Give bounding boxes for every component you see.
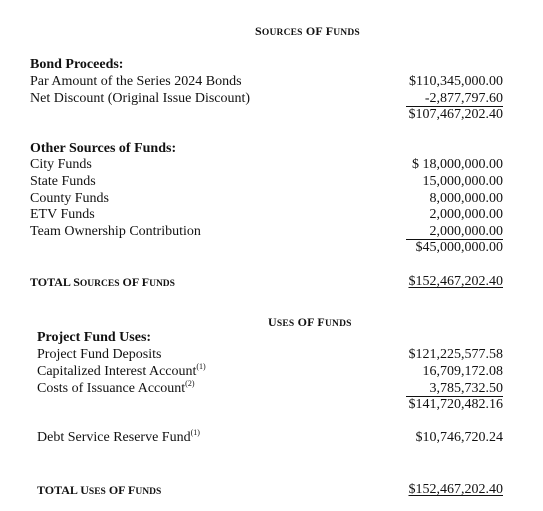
project-uses-row-label: Costs of Issuance Account$^{(2)}$ xyxy=(37,379,195,396)
project-uses-subtotal: $141,720,482.16 xyxy=(408,397,503,412)
reserve-fund-label: Debt Service Reserve Fund$^{(1)}$ xyxy=(37,428,200,445)
project-uses-row-label: Project Fund Deposits xyxy=(37,347,162,362)
total-sources-label: TOTAL SOURCES OF FUNDS xyxy=(30,275,175,289)
other-sources-row-value: 2,000,000.00 xyxy=(429,207,503,222)
other-sources-row-label: City Funds xyxy=(30,157,92,172)
sources-title: SOURCES OF FUNDS xyxy=(255,24,360,38)
other-sources-subtotal: $45,000,000.00 xyxy=(415,240,503,255)
bond-proceeds-subtotal: $107,467,202.40 xyxy=(408,107,503,122)
total-uses-label: TOTAL USES OF FUNDS xyxy=(37,483,162,497)
bond-proceeds-heading: Bond Proceeds: xyxy=(30,57,124,72)
project-uses-row-label: Capitalized Interest Account$^{(1)}$ xyxy=(37,362,206,379)
reserve-fund-value: $10,746,720.24 xyxy=(415,430,503,445)
footnote-marker: (2) xyxy=(185,379,195,388)
bond-proceeds-row-label: Par Amount of the Series 2024 Bonds xyxy=(30,74,242,89)
bond-proceeds-row-label: Net Discount (Original Issue Discount) xyxy=(30,91,251,106)
project-uses-row-value: 16,709,172.08 xyxy=(422,364,503,379)
project-uses-row-value: $121,225,577.58 xyxy=(408,347,503,362)
project-uses-heading: Project Fund Uses: xyxy=(37,330,152,345)
total-sources-value: $152,467,202.40 xyxy=(408,274,503,289)
footnote-marker: (1) xyxy=(196,362,206,371)
bond-proceeds-row-value: $110,345,000.00 xyxy=(409,74,503,89)
footnote-marker: (1) xyxy=(190,428,200,437)
project-uses-row-value: 3,785,732.50 xyxy=(429,381,503,396)
total-uses-value: $152,467,202.40 xyxy=(408,482,503,497)
other-sources-row-value: $ 18,000,000.00 xyxy=(412,157,503,172)
other-sources-row-label: State Funds xyxy=(30,174,96,189)
other-sources-row-value: 8,000,000.00 xyxy=(429,191,503,206)
uses-title: USES OF FUNDS xyxy=(268,315,352,329)
other-sources-row-label: Team Ownership Contribution xyxy=(30,224,201,239)
bond-proceeds-row-value: -2,877,797.60 xyxy=(424,91,503,106)
other-sources-row-label: County Funds xyxy=(30,191,109,206)
other-sources-row-value: 15,000,000.00 xyxy=(422,174,503,189)
other-sources-row-value: 2,000,000.00 xyxy=(429,224,503,239)
other-sources-row-label: ETV Funds xyxy=(30,207,95,222)
other-sources-heading: Other Sources of Funds: xyxy=(30,141,177,156)
